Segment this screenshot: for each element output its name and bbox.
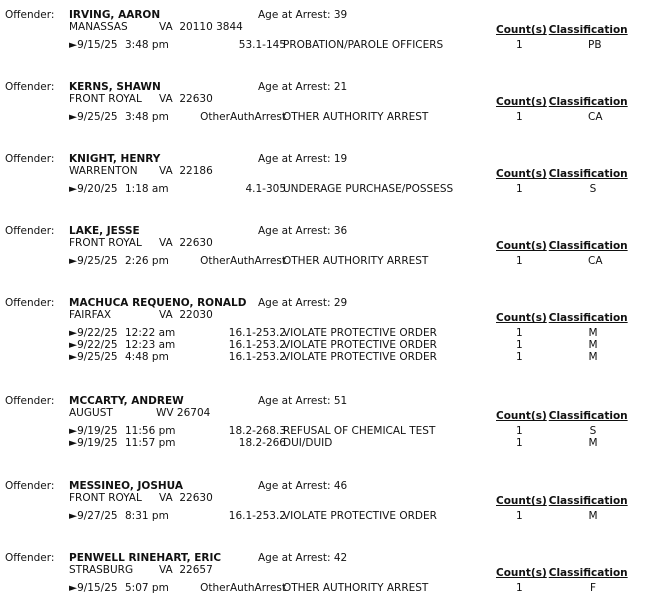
charge-description: OTHER AUTHORITY ARREST (283, 111, 429, 123)
charge-classification: M (588, 351, 598, 363)
charge-classification: M (588, 339, 598, 351)
charge-time: 2:26 pm (125, 255, 169, 267)
offender-city: WARRENTON (69, 165, 138, 177)
charge-time: 11:57 pm (125, 437, 176, 449)
statute-code: 18.2-268.3 (228, 425, 286, 437)
offender-state-zip: VA 22186 (159, 165, 213, 177)
charge-time: 3:48 pm (125, 111, 169, 123)
charge-classification: M (588, 327, 598, 339)
offender-city: STRASBURG (69, 564, 134, 576)
offender-name: PENWELL RINEHART, ERIC (69, 552, 222, 564)
charge-column-headers: Count(s) Classification (496, 96, 628, 108)
charge-count: 1 (516, 437, 523, 449)
offender-name: IRVING, AARON (69, 9, 161, 21)
offender-state-zip: VA 22630 (159, 492, 213, 504)
charge-description: DUI/DUID (283, 437, 333, 449)
charge-description: VIOLATE PROTECTIVE ORDER (283, 327, 437, 339)
charge-time: 12:22 am (125, 327, 176, 339)
offender-state-zip: VA 22630 (159, 237, 213, 249)
offender-name: LAKE, JESSE (69, 225, 140, 237)
charge-column-headers: Count(s) Classification (496, 168, 628, 180)
offender-city: FRONT ROYAL (69, 237, 142, 249)
statute-code: 16.1-253.2 (228, 510, 286, 522)
charge-classification: M (588, 510, 598, 522)
charge-description: OTHER AUTHORITY ARREST (283, 255, 429, 267)
charge-count: 1 (516, 582, 523, 594)
charge-time: 1:18 am (125, 183, 169, 195)
offender-label: Offender: (5, 297, 55, 309)
offender-city: FRONT ROYAL (69, 492, 142, 504)
charge-count: 1 (516, 111, 523, 123)
charge-count: 1 (516, 183, 523, 195)
age-at-arrest: Age at Arrest: 42 (258, 552, 348, 564)
offender-name: MCCARTY, ANDREW (69, 395, 184, 407)
charge-description: VIOLATE PROTECTIVE ORDER (283, 351, 437, 363)
offender-label: Offender: (5, 81, 55, 93)
statute-code: 16.1-253.2 (228, 339, 286, 351)
charge-row (69, 582, 645, 594)
offender-label: Offender: (5, 480, 55, 492)
charge-classification: S (589, 425, 597, 437)
offender-city: FRONT ROYAL (69, 93, 142, 105)
charge-time: 4:48 pm (125, 351, 169, 363)
charge-row (69, 339, 645, 351)
offender-label: Offender: (5, 225, 55, 237)
statute-code: 16.1-253.2 (228, 327, 286, 339)
charge-row (69, 510, 645, 522)
charge-description: VIOLATE PROTECTIVE ORDER (283, 339, 437, 351)
charge-row (69, 437, 645, 449)
charge-count: 1 (516, 351, 523, 363)
offender-state-zip: VA 22630 (159, 93, 213, 105)
charge-column-headers: Count(s) Classification (496, 312, 628, 324)
charge-column-headers: Count(s) Classification (496, 240, 628, 252)
charge-date: ►9/27/25 (69, 510, 118, 522)
offender-state-zip: WV 26704 (156, 407, 211, 419)
charge-column-headers: Count(s) Classification (496, 567, 628, 579)
age-at-arrest: Age at Arrest: 19 (258, 153, 348, 165)
offender-name: MESSINEO, JOSHUA (69, 480, 183, 492)
age-at-arrest: Age at Arrest: 51 (258, 395, 348, 407)
charge-date: ►9/25/25 (69, 255, 118, 267)
offender-city: FAIRFAX (69, 309, 112, 321)
charge-date: ►9/15/25 (69, 582, 118, 594)
charge-description: OTHER AUTHORITY ARREST (283, 582, 429, 594)
offender-state-zip: VA 22030 (159, 309, 213, 321)
charge-description: UNDERAGE PURCHASE/POSSESS (283, 183, 454, 195)
statute-code: OtherAuthArrest (200, 582, 286, 594)
charge-count: 1 (516, 339, 523, 351)
age-at-arrest: Age at Arrest: 36 (258, 225, 348, 237)
charge-time: 12:23 am (125, 339, 176, 351)
charge-classification: F (589, 582, 597, 594)
offender-label: Offender: (5, 395, 55, 407)
charge-time: 5:07 pm (125, 582, 169, 594)
offender-name: MACHUCA REQUENO, RONALD (69, 297, 247, 309)
offender-name: KNIGHT, HENRY (69, 153, 161, 165)
charge-date: ►9/22/25 (69, 339, 118, 351)
statute-code: 18.2-266 (238, 437, 286, 449)
charge-count: 1 (516, 510, 523, 522)
offender-name: KERNS, SHAWN (69, 81, 161, 93)
charge-date: ►9/15/25 (69, 39, 118, 51)
offender-label: Offender: (5, 9, 55, 21)
offender-state-zip: VA 20110 3844 (159, 21, 243, 33)
offender-city: AUGUST (69, 407, 113, 419)
offender-city: MANASSAS (69, 21, 128, 33)
age-at-arrest: Age at Arrest: 21 (258, 81, 348, 93)
offender-label: Offender: (5, 552, 55, 564)
charge-time: 11:56 pm (125, 425, 176, 437)
charge-date: ►9/22/25 (69, 327, 118, 339)
charge-date: ►9/19/25 (69, 425, 118, 437)
charge-classification: M (588, 437, 598, 449)
charge-row (69, 425, 645, 437)
charge-description: PROBATION/PAROLE OFFICERS (283, 39, 444, 51)
offender-label: Offender: (5, 153, 55, 165)
offender-state-zip: VA 22657 (159, 564, 213, 576)
charge-column-headers: Count(s) Classification (496, 410, 628, 422)
charge-row (69, 183, 645, 195)
charge-classification: PB (588, 39, 602, 51)
statute-code: 16.1-253.2 (228, 351, 286, 363)
charge-row (69, 327, 645, 339)
charge-description: VIOLATE PROTECTIVE ORDER (283, 510, 437, 522)
statute-code: OtherAuthArrest (200, 111, 286, 123)
charge-classification: CA (588, 255, 603, 267)
age-at-arrest: Age at Arrest: 29 (258, 297, 348, 309)
charge-row (69, 351, 645, 363)
age-at-arrest: Age at Arrest: 46 (258, 480, 348, 492)
charge-classification: CA (588, 111, 603, 123)
charge-column-headers: Count(s) Classification (496, 495, 628, 507)
charge-row (69, 255, 645, 267)
statute-code: 53.1-145 (238, 39, 286, 51)
charge-time: 3:48 pm (125, 39, 169, 51)
charge-row (69, 39, 645, 51)
charge-count: 1 (516, 327, 523, 339)
charge-description: REFUSAL OF CHEMICAL TEST (283, 425, 436, 437)
charge-date: ►9/25/25 (69, 111, 118, 123)
charge-count: 1 (516, 39, 523, 51)
charge-column-headers: Count(s) Classification (496, 24, 628, 36)
statute-code: 4.1-305 (245, 183, 286, 195)
charge-time: 8:31 pm (125, 510, 169, 522)
charge-date: ►9/20/25 (69, 183, 118, 195)
charge-count: 1 (516, 255, 523, 267)
charge-row (69, 111, 645, 123)
charge-count: 1 (516, 425, 523, 437)
charge-date: ►9/19/25 (69, 437, 118, 449)
charge-date: ►9/25/25 (69, 351, 118, 363)
age-at-arrest: Age at Arrest: 39 (258, 9, 348, 21)
statute-code: OtherAuthArrest (200, 255, 286, 267)
charge-classification: S (589, 183, 597, 195)
